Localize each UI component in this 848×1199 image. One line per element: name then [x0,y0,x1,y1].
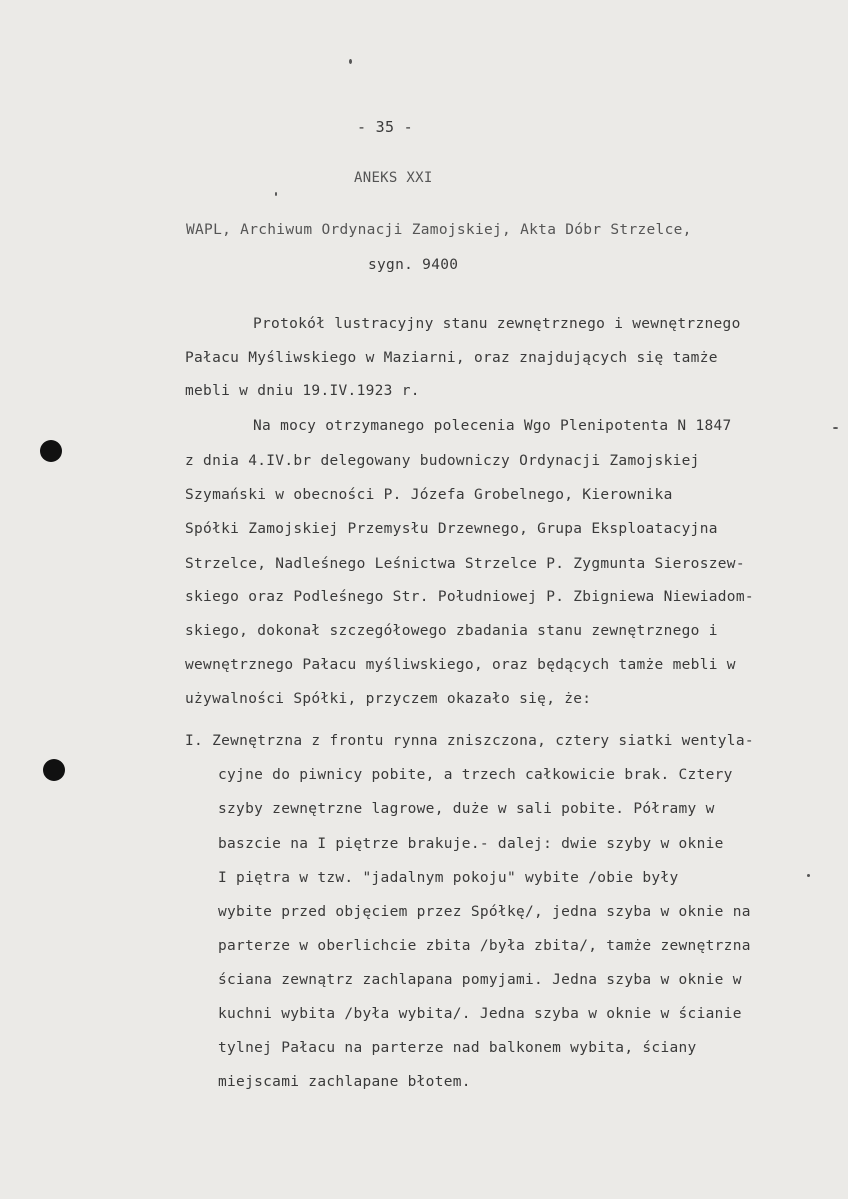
body-line: Strzelce, Nadleśnego Leśnictwa Strzelce P. Zygmunta Sieroszew- [185,556,745,572]
body-line: z dnia 4.IV.br delegowany budowniczy Ordynacji Zamojskiej [185,453,700,469]
item-line: kuchni wybita /była wybita/. Jedna szyba w oknie w ścianie [218,1006,742,1022]
ink-speck [833,427,838,429]
item-line: wybite przed objęciem przez Spółkę/, jedna szyba w oknie na [218,904,751,920]
item-line: tylnej Pałacu na parterze nad balkonem wybita, ściany [218,1040,697,1056]
body-line: skiego, dokonał szczegółowego zbadania stanu zewnętrznego i [185,623,718,639]
source-line-1: WAPL, Archiwum Ordynacji Zamojskiej, Akta Dóbr Strzelce, [186,222,692,238]
item-line: I piętra w tzw. "jadalnym pokoju" wybite /obie były [218,870,679,886]
intro-line: Pałacu Myśliwskiego w Maziarni, oraz znajdujących się tamże [185,350,718,366]
body-line: wewnętrznego Pałacu myśliwskiego, oraz będących tamże mebli w [185,657,736,673]
annex-title: ANEKS XXI [354,170,433,186]
ink-speck [807,874,810,877]
body-line: używalności Spółki, przyczem okazało się, że: [185,691,592,707]
item-line: ściana zewnątrz zachlapana pomyjami. Jedna szyba w oknie w [218,972,742,988]
body-line: Spółki Zamojskiej Przemysłu Drzewnego, Grupa Eksploatacyjna [185,521,718,537]
item-line: miejscami zachlapane błotem. [218,1074,471,1090]
body-line: skiego oraz Podleśnego Str. Południowej P. Zbigniewa Niewiadom- [185,589,754,605]
body-line: Szymański w obecności P. Józefa Grobelnego, Kierownika [185,487,673,503]
body-line: Na mocy otrzymanego polecenia Wgo Plenipotenta N 1847 [253,418,732,434]
ink-speck [275,192,277,196]
intro-line: mebli w dniu 19.IV.1923 r. [185,383,420,399]
source-line-2: sygn. 9400 [368,257,459,273]
intro-line: Protokół lustracyjny stanu zewnętrznego i wewnętrznego [253,316,741,332]
item-line: cyjne do piwnicy pobite, a trzech całkowicie brak. Cztery [218,767,733,783]
item-line: I. Zewnętrzna z frontu rynna zniszczona, cztery siatki wentyla- [185,733,754,749]
item-line: szyby zewnętrzne lagrowe, duże w sali pobite. Półramy w [218,801,715,817]
ink-speck [349,59,352,64]
item-line: parterze w oberlichcie zbita /była zbita/, tamże zewnętrzna [218,938,751,954]
punch-hole-top [40,440,62,462]
page-number: - 35 - [357,118,413,136]
item-line: baszcie na I piętrze brakuje.- dalej: dwie szyby w oknie [218,836,724,852]
punch-hole-bottom [43,759,65,781]
